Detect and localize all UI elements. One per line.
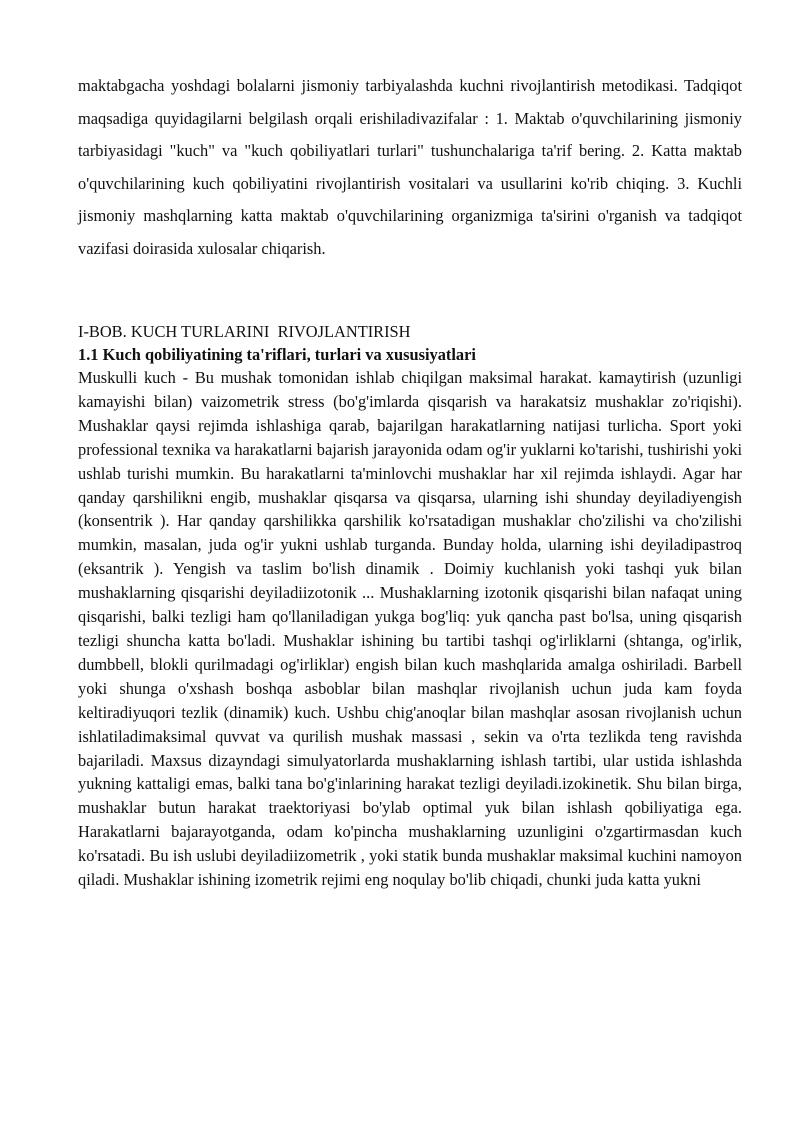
chapter-title: I-BOB. KUCH TURLARINI RIVOJLANTIRISH <box>78 322 411 341</box>
intro-paragraph: maktabgacha yoshdagi bolalarni jismoniy tarbiyalashda kuchni rivojlantirish metodikasi. Tadqiqot maqsadiga quyidagilarni belgilash orqali erishiladivazifalar : 1. Maktab o'quvchilarining jismoniy tarbiyasidagi "kuch" va "kuch qobiliyatlari turlari" tushunchalariga ta'rif bering. 2. Katta maktab o'quvchilarining kuch qobiliyatini rivojlantirish vositalari va usullarini ko'rib chiqing. 3. Kuchli jismoniy mashqlarning katta maktab o'quvchilarining organizmiga ta'sirini o'rganish va tadqiqot vazifasi doirasida xulosalar chiqarish. <box>78 76 742 258</box>
section-title: 1.1 Kuch qobiliyatining ta'riflari, turlari va xususiyatlari <box>78 345 476 364</box>
document-page <box>78 70 742 892</box>
body-paragraph: Muskulli kuch - Bu mushak tomonidan ishlab chiqilgan maksimal harakat. kamaytirish (uzunligi kamayishi bilan) vaizometrik stress (bo'g'imlarda qisqarish va harakatsiz mushaklar zo'riqishi). Mushaklar qaysi rejimda ishlashiga qarab, bajarilgan harakatlarning natijasi turlicha. Sport yoki professional texnika va harakatlarni bajarish jarayonida odam og'ir yuklarni ko'tarishi, tushirishi yoki ushlab turishi mumkin. Bu harakatlarni ta'minlovchi mushaklar har xil rejimda ishlaydi. Agar har qanday qarshilikni engib, mushaklar qisqarsa va qisqarsa, ularning ishi shunday deyiladiyengish (konsentrik ). Har qanday qarshilikka qarshilik ko'rsatadigan mushaklar cho'zilishi va cho'zilishi mumkin, masalan, juda og'ir yukni ushlab turganda. Bunday holda, ularning ishi deyiladipastroq (eksantrik ). Yengish va taslim bo'lish dinamik . Doimiy kuchlanish yoki tashqi yuk bilan mushaklarning qisqarishi deyiladiizotonik ... Mushaklarning izotonik qisqarishi bilan nafaqat uning qisqarishi, balki tezligi ham qo'llaniladigan yukga bog'liq: yuk qancha past bo'lsa, uning qisqarish tezligi shuncha katta bo'ladi. Mushaklar ishining bu tartibi tashqi og'irliklarni (shtanga, og'irlik, dumbbell, blokli qurilmadagi og'irliklar) engish bilan kuch mashqlarida amalga oshiriladi. Barbell yoki shunga o'xshash boshqa asboblar bilan mashqlar rivojlanish uchun juda kam foyda keltiradiyuqori tezlik (dinamik) kuch. Ushbu chig'anoqlar bilan mashqlar asosan rivojlanish uchun ishlatiladimaksimal quvvat va qurilish mushak massasi , sekin va o'rta tezlikda teng ravishda bajariladi. Maxsus dizayndagi simulyatorlarda mushaklarning ishlash tartibi, ular ustida ishlashda yukning kattaligi emas, balki tana bo'g'inlarining harakat tezligi deyiladi.izokinetik. Shu bilan birga, mushaklar butun harakat traektoriyasi bo'ylab optimal yuk bilan ishlash qobiliyatiga ega. Harakatlarni bajarayotganda, odam ko'pincha mushaklarning uzunligini o'zgartirmasdan kuch ko'rsatadi. Bu ish uslubi deyiladiizometrik , yoki statik bunda mushaklar maksimal kuchini namoyon qiladi. Mushaklar ishining izometrik rejimi eng noqulay bo'lib chiqadi, chunki juda katta yukni <box>78 368 742 890</box>
